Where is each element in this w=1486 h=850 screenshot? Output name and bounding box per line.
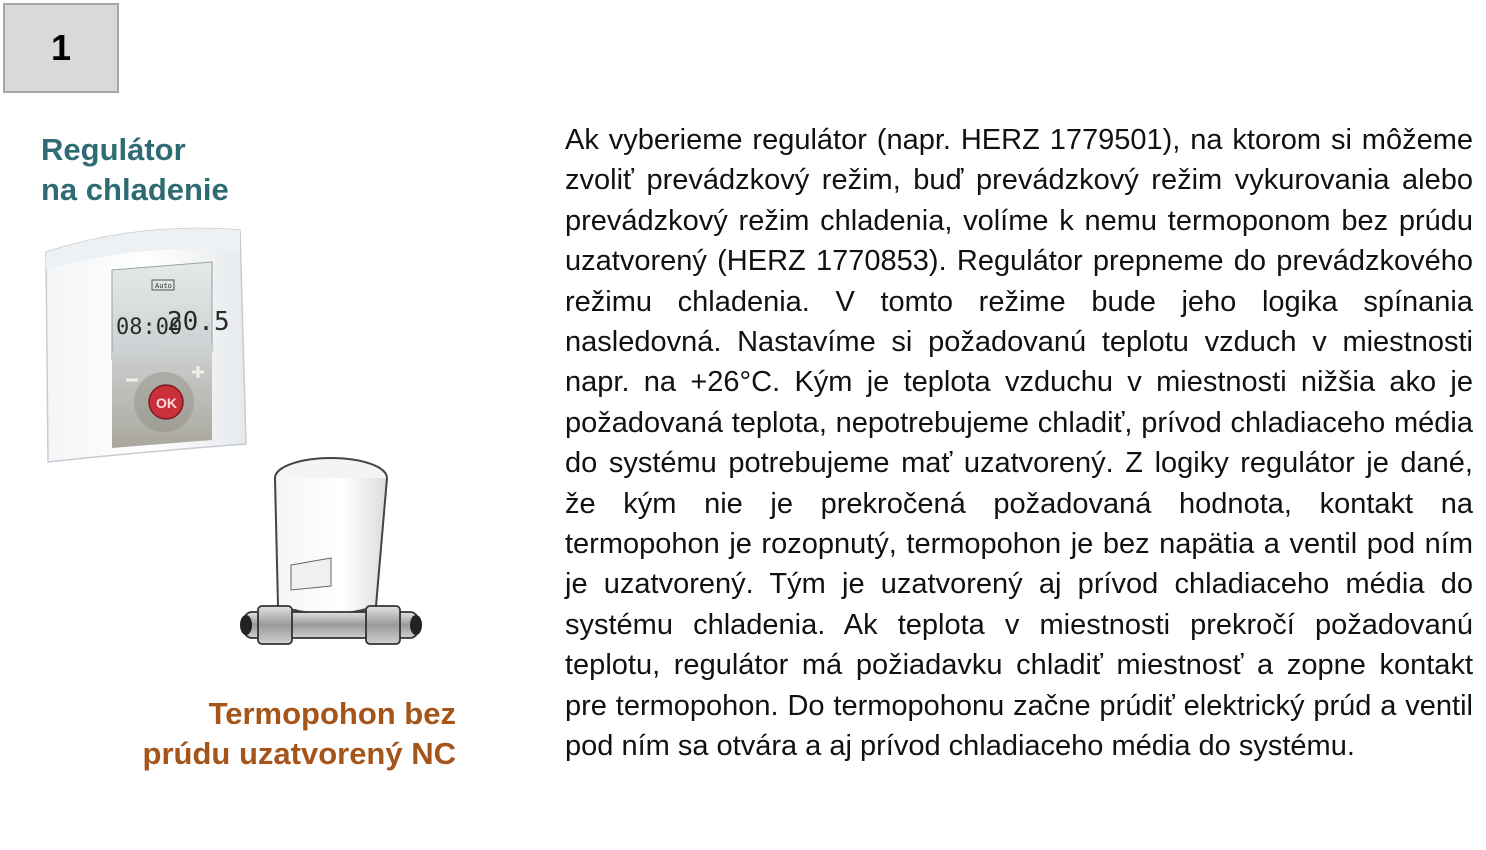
- description-paragraph: Ak vyberieme regulátor (napr. HERZ 1779501), na ktorom si môžeme zvoliť prevádzkový režim, buď prevádzkový režim vykurovania alebo prevádzkový režim chladenia, volíme k nemu termoponom bez prúdu uzatvorený (HERZ 1770853). Regulátor prepneme do prevádzkového režimu chladenia. V tomto režime bude jeho logika spínania nasledovná. Nastavíme si požadovanú teplotu vzduch v miestnosti napr. na +26°C. Kým je teplota vzduchu v miestnosti nižšia ako je požadovaná teplota, nepotrebujeme chladiť, prívod chladiaceho média do systému potrebujeme mať uzatvorený. Z logiky regulátor je dané, že kým nie je prekročená požadovaná hodnota, kontakt na termopohon je rozopnutý, termopohon je bez napätia a ventil pod ním je uzatvorený. Tým je uzatvorený aj prívod chladiaceho média do systému chladenia. Ak teplota v miestnosti prekročí požadovanú teplotu, regulátor má požiadavku chladiť miestnosť a zopne kontakt pre termopohon. Do termopohonu začne prúdiť elektrický prúd a ventil pod ním sa otvára a aj prívod chladiaceho média do systému.: [565, 124, 1473, 763]
- actuator-title-line1: Termopohon bez: [208, 696, 456, 731]
- actuator-title-line2: prúdu uzatvorený NC: [142, 736, 456, 771]
- slide-number-badge: [3, 3, 119, 93]
- display-time: 08:00: [116, 315, 183, 340]
- actuator-title: [100, 694, 456, 774]
- slide-number: 1: [50, 27, 72, 68]
- regulator-title-line1: Regulátor: [41, 132, 186, 167]
- regulator-title-line2: na chladenie: [41, 172, 229, 207]
- display-temp: 20.5: [167, 307, 230, 337]
- ok-label: OK: [156, 395, 177, 411]
- display-mode: Auto: [155, 282, 172, 290]
- actuator-image: [236, 450, 426, 665]
- regulator-title: [41, 130, 229, 210]
- thermostat-image: [40, 222, 252, 467]
